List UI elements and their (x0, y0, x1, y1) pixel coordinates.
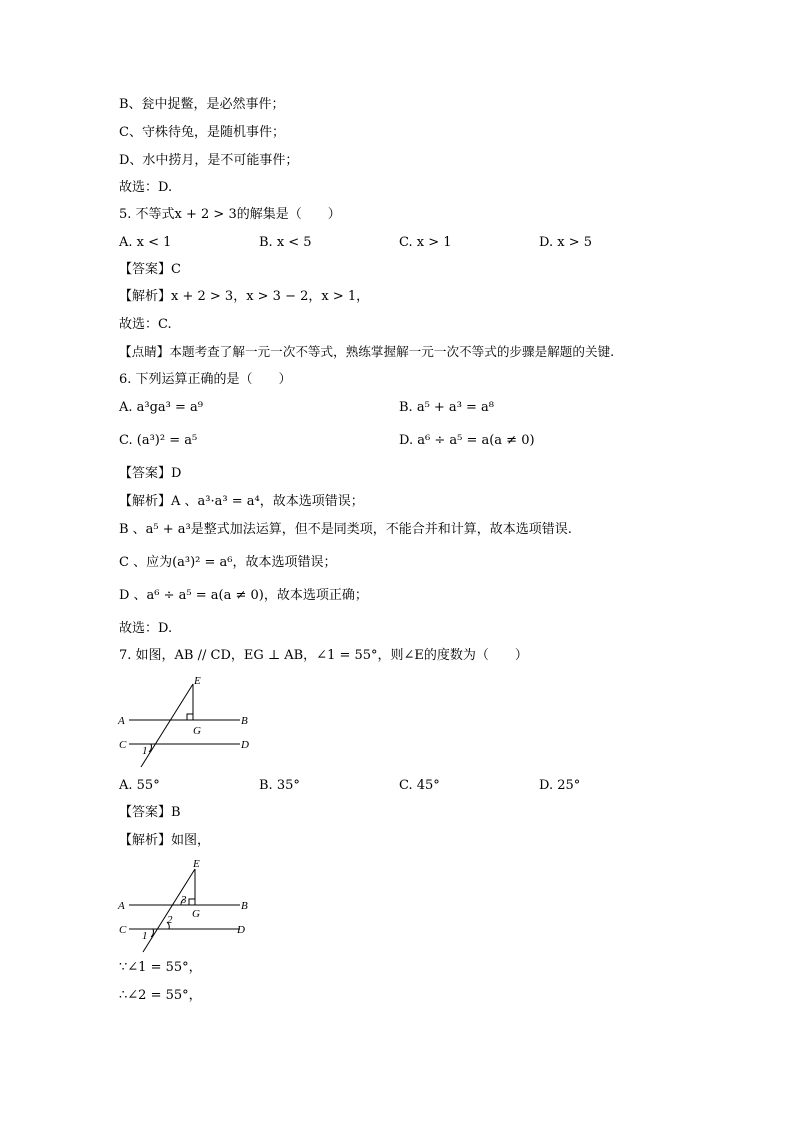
q7-step-2: ∴∠2 = 55°， (119, 988, 202, 1003)
figure-2 (115, 855, 255, 955)
fig1-label-a: A (118, 715, 125, 727)
fig2-label-2: 2 (167, 914, 173, 926)
fig2-label-c: C (119, 924, 127, 936)
q5-choose: 故选：C. (119, 317, 172, 332)
q6-option-d: D. a⁶ ÷ a⁵ = a(a ≠ 0) (399, 433, 535, 448)
q7-option-d: D. 25° (539, 778, 581, 793)
q7-option-a: A. 55° (119, 778, 160, 793)
q5-option-c: C. x > 1 (399, 235, 452, 250)
q6-answer: 【答案】D (119, 466, 182, 481)
q6-option-a: A. a³ga³ = a⁹ (119, 400, 204, 415)
choose-d: 故选：D. (119, 180, 173, 195)
line-d: D、水中捞月，是不可能事件； (119, 153, 299, 168)
q6-analysis-a: 【解析】A 、a³·a³ = a⁴，故本选项错误； (119, 494, 364, 509)
q6-analysis-d: D 、a⁶ ÷ a⁵ = a(a ≠ 0)，故本选项正确； (119, 588, 368, 603)
fig1-label-b: B (241, 715, 248, 727)
q7-step-1: ∵∠1 = 55°， (119, 960, 202, 975)
fig1-label-e: E (194, 675, 201, 687)
q6-analysis-c: C 、应为(a³)² = a⁶，故本选项错误； (119, 555, 337, 570)
q5-option-d: D. x > 5 (539, 235, 592, 250)
fig2-label-e: E (193, 858, 200, 870)
q5-point: 【点睛】本题考查了解一元一次不等式，熟练掌握解一元一次不等式的步骤是解题的关键. (119, 344, 615, 359)
fig2-label-1: 1 (142, 930, 148, 942)
q5-option-a: A. x < 1 (119, 235, 172, 250)
q5-answer: 【答案】C (119, 262, 181, 277)
question-7: 7. 如图，AB // CD，EG ⊥ AB，∠1 = 55°，则∠E的度数为（ ） (119, 648, 528, 663)
line-c: C、守株待兔，是随机事件； (119, 125, 285, 140)
question-6: 6. 下列运算正确的是（ ） (119, 372, 292, 387)
fig2-label-3: 3 (181, 894, 187, 906)
line-b: B、瓮中捉鳖，是必然事件； (119, 97, 285, 112)
fig1-label-c: C (119, 739, 127, 751)
fig1-label-d: D (241, 739, 249, 751)
fig2-label-b: B (241, 900, 248, 912)
q6-option-c: C. (a³)² = a⁵ (119, 433, 198, 448)
q7-option-c: C. 45° (399, 778, 440, 793)
fig2-label-a: A (118, 900, 125, 912)
figure-1 (115, 672, 255, 772)
fig2-label-g: G (192, 908, 200, 920)
q7-option-b: B. 35° (259, 778, 300, 793)
q5-option-b: B. x < 5 (259, 235, 312, 250)
fig2-label-d: D (237, 924, 245, 936)
q7-analysis: 【解析】如图， (119, 833, 211, 848)
q6-choose: 故选：D. (119, 621, 173, 636)
q6-analysis-b: B 、a⁵ + a³是整式加法运算，但不是同类项，不能合并和计算，故本选项错误. (119, 522, 572, 537)
fig1-label-1: 1 (142, 745, 148, 757)
question-5: 5. 不等式x + 2 > 3的解集是（ ） (119, 207, 341, 222)
fig1-label-g: G (193, 725, 201, 737)
q7-answer: 【答案】B (119, 805, 181, 820)
q5-analysis: 【解析】x + 2 > 3，x > 3 − 2，x > 1， (119, 289, 370, 304)
q6-option-b: B. a⁵ + a³ = a⁸ (399, 400, 495, 415)
